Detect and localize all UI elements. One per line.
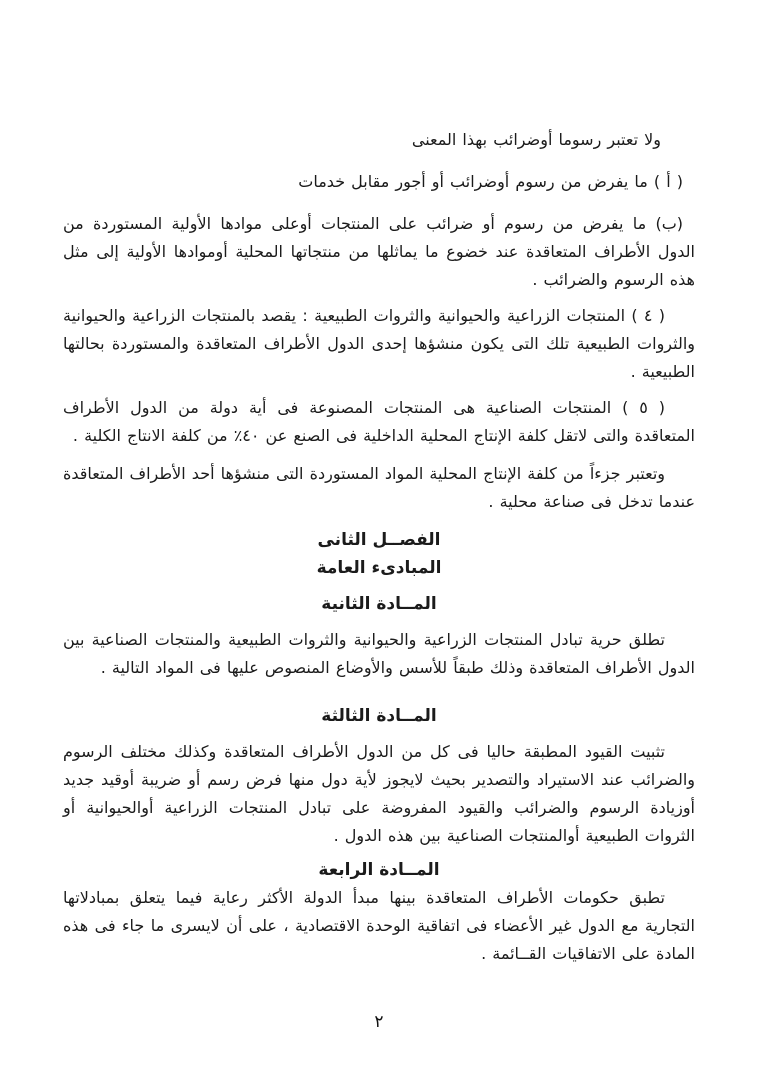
clause-5-note: وتعتبر جزءاً من كلفة الإنتاج المحلية المواد المستوردة التى منشؤها أحد الأطراف المتعاقدة عندما تدخل فى صناعة محلية . — [63, 464, 695, 511]
list-item-a: ( أ ) ما يفرض من رسوم أوضرائب أو أجور مقابل خدمات — [298, 172, 683, 191]
intro-line: ولا تعتبر رسوما أوضرائب بهذا المعنى — [411, 130, 661, 149]
article-four-heading: المــادة الرابعة — [318, 860, 440, 880]
article-three-heading: المــادة الثالثة — [321, 706, 437, 726]
general-principles-heading: المبادىء العامة — [316, 558, 442, 578]
page-number: ٢ — [374, 1012, 384, 1032]
document-text-block — [63, 0, 695, 968]
chapter-two-heading: الفصــل الثانى — [317, 530, 441, 550]
article-three-text: تثبيت القيود المطبقة حاليا فى كل من الدول الأطراف المتعاقدة وكذلك مختلف الرسوم والضرائب عند الاستيراد والتصدير بحيث لايجوز لأية دول منها فرض رسم أو ضريبة أوقيد جديد أوزيادة الرسوم والضرائب والقيود المفروضة على تبادل المنتجات الزراعية أوالحيوانية أو الثروات الطبيعية أوالمنتجات الصناعية بين هذه الدول . — [63, 742, 695, 845]
list-item-b: (ب) ما يفرض من رسوم أو ضرائب على المنتجات أوعلى موادها الأولية المستوردة من الدول الأطراف المتعاقدة عند خضوع ما يماثلها من منتجاتها المحلية أوموادها الأولية إلى مثل هذه الرسوم والضرائب . — [63, 214, 695, 289]
article-two-heading: المــادة الثانية — [321, 594, 437, 614]
article-four-text: تطبق حكومات الأطراف المتعاقدة بينها مبدأ الدولة الأكثر رعاية فيما يتعلق بمبادلاتها التجارية مع الدول غير الأعضاء فى اتفاقية الوحدة الاقتصادية ، على أن لايسرى ما جاء فى هذه المادة على الاتفاقيات القــائمة . — [63, 888, 695, 963]
clause-5-definition: ( ٥ ) المنتجات الصناعية هى المنتجات المصنوعة فى أية دولة من الدول الأطراف المتعاقدة والتى لاتقل كلفة الإنتاج المحلية الداخلية فى الصنع عن ٤٠٪ من كلفة الانتاج الكلية . — [63, 398, 695, 445]
clause-4-definition: ( ٤ ) المنتجات الزراعية والحيوانية والثروات الطبيعية : يقصد بالمنتجات الزراعية والحيوانية والثروات الطبيعية تلك التى يكون منشؤها إحدى الدول الأطراف المتعاقدة والمستوردة بحالتها الطبيعية . — [63, 306, 695, 381]
article-two-text: تطلق حرية تبادل المنتجات الزراعية والحيوانية والثروات الطبيعية والمنتجات الصناعية بين الدول الأطراف المتعاقدة وذلك طبقاً للأسس والأوضاع المنصوص عليها فى المواد التالية . — [63, 630, 695, 677]
